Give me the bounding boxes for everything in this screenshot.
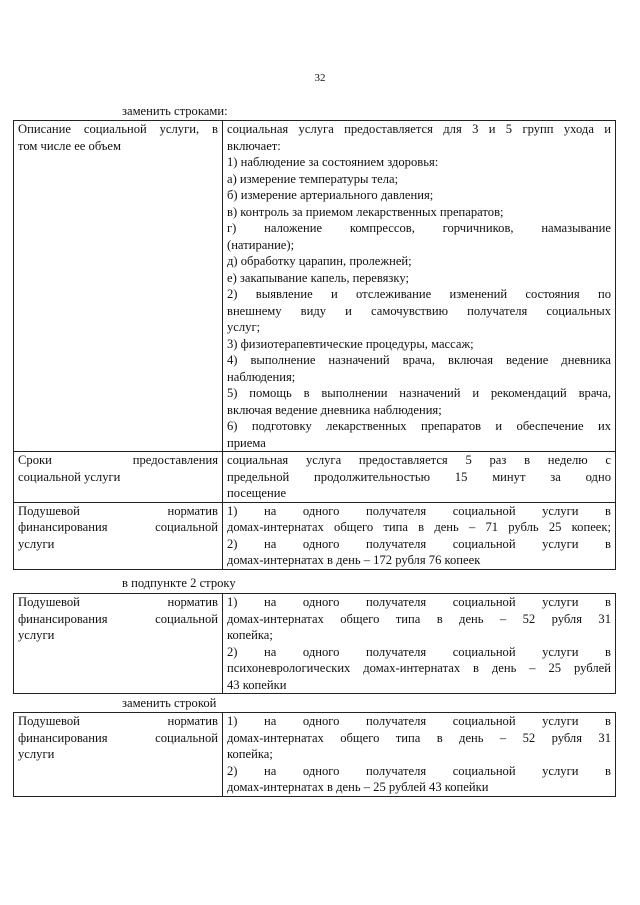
content-line: г) наложение компрессов, горчичников, намазывание (227, 221, 611, 235)
label-line: финансирования социальной (18, 520, 218, 534)
financing-content (223, 594, 616, 694)
content-line: 1) наблюдение за состоянием здоровья: (227, 155, 439, 169)
label-line: Описание социальной услуги, в (18, 122, 218, 136)
label-line: финансирования социальной (18, 611, 218, 626)
content-line: услуг; (227, 320, 261, 334)
description-content (223, 121, 616, 452)
financing-label (14, 502, 223, 569)
content-line: 2) на одного получателя социальной услуги в (227, 763, 611, 778)
content-line: социальная услуга предоставляется для 3 и 5 групп ухода и (227, 122, 611, 136)
content-line: включает: (227, 138, 281, 153)
label-line: том числе ее объем (18, 138, 121, 153)
subitem-2-phrase: в подпункте 2 строку (122, 576, 236, 590)
content-line: приема (227, 435, 266, 450)
content-line: социальная услуга предоставляется 5 раз в неделю с (227, 453, 611, 467)
content-line: домах-интернатах в день – 25 рублей 43 копейки (227, 780, 489, 794)
content-line: 43 копейки (227, 677, 287, 692)
content-line: копейка; (227, 747, 273, 761)
content-line: 3) физиотерапевтические процедуры, массаж; (227, 336, 474, 351)
financing-label (14, 713, 223, 797)
table-row (14, 121, 616, 452)
content-line: 1) на одного получателя социальной услуги в (227, 595, 611, 609)
label-line: Подушевой норматив (18, 503, 218, 518)
content-line: наблюдения; (227, 369, 296, 384)
content-line: внешнему виду и самочувствию получателя социальных (227, 303, 611, 318)
content-line: д) обработку царапин, пролежней; (227, 254, 412, 268)
content-line: психоневрологических домах-интернатах в день – 25 рублей (227, 661, 611, 675)
terms-content (223, 452, 616, 503)
content-line: домах-интернатах общего типа в день – 52 рубля 31 (227, 730, 611, 745)
content-line: 2) на одного получателя социальной услуги в (227, 644, 611, 659)
content-line: 4) выполнение назначений врача, включая ведение дневника (227, 353, 611, 367)
content-line: 2) на одного получателя социальной услуги в (227, 536, 611, 551)
terms-label (14, 452, 223, 503)
content-line: домах-интернатах общего типа в день – 52 рубля 31 (227, 611, 611, 626)
label-line: Подушевой норматив (18, 595, 218, 609)
label-line: социальной услуги (18, 469, 121, 484)
label-line: услуги (18, 536, 55, 551)
content-line: домах-интернатах общего типа в день – 71 рубль 25 копеек; (227, 520, 611, 534)
content-line: б) измерение артериального давления; (227, 188, 434, 202)
content-line: 6) подготовку лекарственных препаратов и обеспечение их (227, 419, 611, 433)
financing-label (14, 594, 223, 694)
label-line: финансирования социальной (18, 730, 218, 745)
table-row (14, 502, 616, 569)
content-line: 2) выявление и отслеживание изменений состояния по (227, 287, 611, 301)
content-line: копейка; (227, 628, 273, 642)
label-line: услуги (18, 628, 55, 642)
content-line: в) контроль за приемом лекарственных препаратов; (227, 204, 504, 219)
label-line: услуги (18, 747, 55, 761)
page-number: 32 (314, 72, 326, 84)
content-line: е) закапывание капель, перевязку; (227, 270, 409, 285)
content-line: посещение (227, 486, 287, 500)
replace-rows-phrase: заменить строками: (122, 104, 228, 118)
content-line: включая ведение дневника наблюдения; (227, 402, 442, 417)
label-line: Подушевой норматив (18, 714, 218, 728)
table-row (14, 594, 616, 694)
label-line: Сроки предоставления (18, 453, 218, 467)
financing-content (223, 502, 616, 569)
description-label (14, 121, 223, 452)
new-financing-table (13, 712, 616, 797)
table-row (14, 452, 616, 503)
content-line: предельной продолжительностью 15 минут за одно (227, 469, 611, 484)
replace-row-phrase: заменить строкой (122, 696, 217, 710)
content-line: 1) на одного получателя социальной услуги в (227, 503, 611, 518)
content-line: домах-интернатах в день – 172 рубля 76 копеек (227, 553, 481, 567)
table-row (14, 713, 616, 797)
financing-content (223, 713, 616, 797)
content-line: 5) помощь в выполнении назначений и рекомендаций врача, (227, 386, 611, 400)
content-line: а) измерение температуры тела; (227, 171, 399, 186)
old-financing-table (13, 593, 616, 694)
content-line: (натирание); (227, 237, 295, 252)
content-line: 1) на одного получателя социальной услуги в (227, 714, 611, 728)
services-table (13, 120, 616, 570)
